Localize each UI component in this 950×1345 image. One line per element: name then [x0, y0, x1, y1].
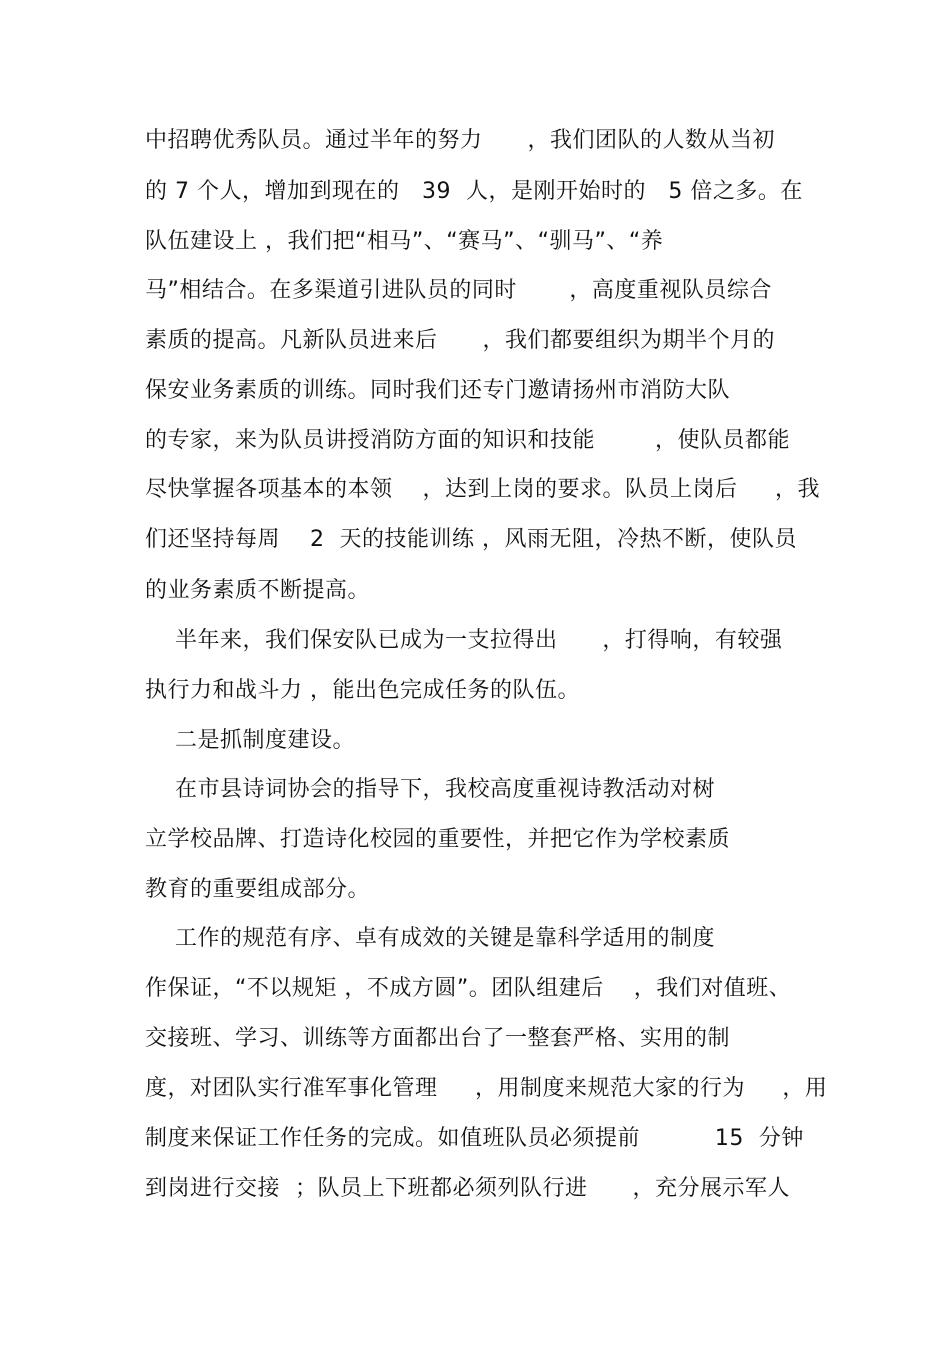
text-line: 立学校品牌、打造诗化校园的重要性，并把它作为学校素质 [145, 827, 731, 852]
section-heading: 二是抓制度建设。 [145, 728, 355, 753]
text-line: 们还坚持每周 2 天的技能训练 ，风雨无阻，冷热不断，使队员 [145, 527, 797, 552]
text-line: 到岗进行交接 ；队员上下班都必须列队行进 ，充分展示军人 [145, 1176, 790, 1201]
text-line: 素质的提高。凡新队员进来后 ，我们都要组织为期半个月的 [145, 328, 775, 353]
text-line: 在市县诗词协会的指导下，我校高度重视诗教活动对树 [145, 777, 715, 802]
text-line: 的专家，来为队员讲授消防方面的知识和技能 ，使队员都能 [145, 428, 790, 453]
text-line: 作保证，“不以规矩 ，不成方圆”。团队组建后 ，我们对值班、 [145, 976, 792, 1001]
text-line: 交接班、学习、训练等方面都出台了一整套严格、实用的制 [145, 1026, 731, 1051]
text-line: 队伍建设上 ，我们把“相马”、“赛马”、“驯马”、“养 [145, 229, 664, 254]
text-line: 教育的重要组成部分。 [145, 877, 371, 902]
text-line: 执行力和战斗力 ，能出色完成任务的队伍。 [145, 678, 580, 703]
text-line: 的 7 个人，增加到现在的 39 人，是刚开始时的 5 倍之多。在 [145, 179, 803, 204]
text-line: 的业务素质不断提高。 [145, 578, 371, 603]
text-line: 工作的规范有序、卓有成效的关键是靠科学适用的制度 [145, 926, 715, 951]
text-line: 马”相结合。在多渠道引进队员的同时 ，高度重视队员综合 [145, 278, 772, 303]
text-line: 尽快掌握各项基本的本领 ，达到上岗的要求。队员上岗后 ，我 [145, 477, 820, 502]
text-line: 半年来，我们保安队已成为一支拉得出 ，打得响，有较强 [145, 628, 783, 653]
text-line: 制度来保证工作任务的完成。如值班队员必须提前 15 分钟 [145, 1126, 804, 1151]
text-line: 度，对团队实行准军事化管理 ，用制度来规范大家的行为 ，用 [145, 1076, 828, 1101]
text-line: 保安业务素质的训练。同时我们还专门邀请扬州市消防大队 [145, 378, 731, 403]
text-line: 中招聘优秀队员。通过半年的努力 ，我们团队的人数从当初 [145, 128, 775, 153]
